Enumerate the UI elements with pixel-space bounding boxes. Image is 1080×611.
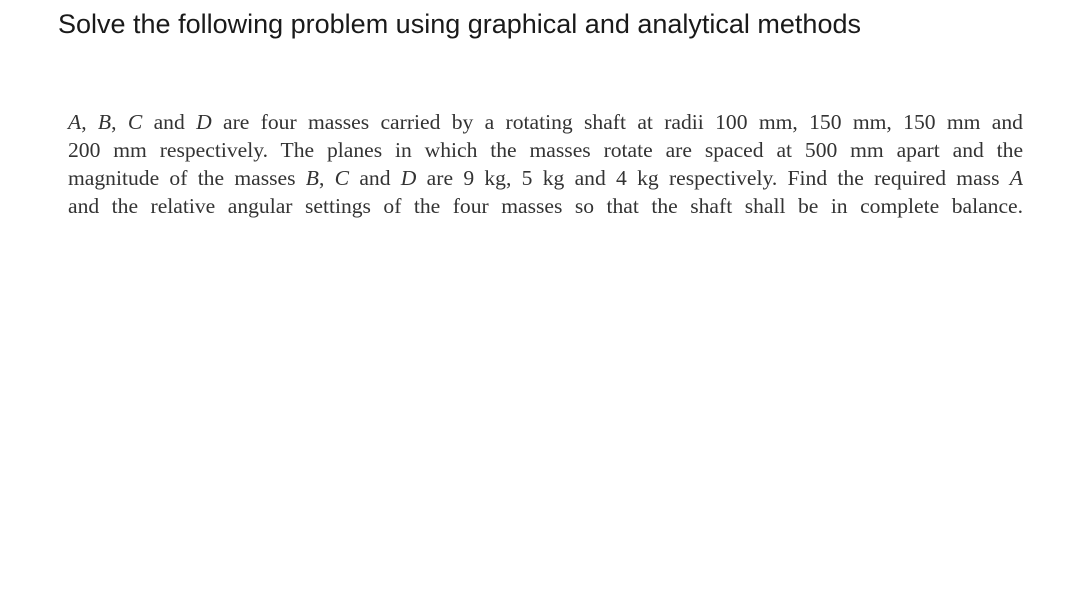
problem-line: and the relative angular settings of the four masses so that the shaft shall be in complete balance.: [68, 194, 1024, 218]
problem-line: 200 mm respectively. The planes in which the masses rotate are spaced at 500 mm apart and the: [68, 138, 1024, 162]
page-heading: Solve the following problem using graphical and analytical methods: [58, 9, 861, 39]
problem-line: magnitude of the masses B, C and D are 9 kg, 5 kg and 4 kg respectively. Find the required mass A: [68, 166, 1023, 190]
problem-statement: [68, 108, 1023, 220]
problem-line: A, B, C and D are four masses carried by a rotating shaft at radii 100 mm, 150 mm, 150 mm and: [68, 110, 1023, 134]
